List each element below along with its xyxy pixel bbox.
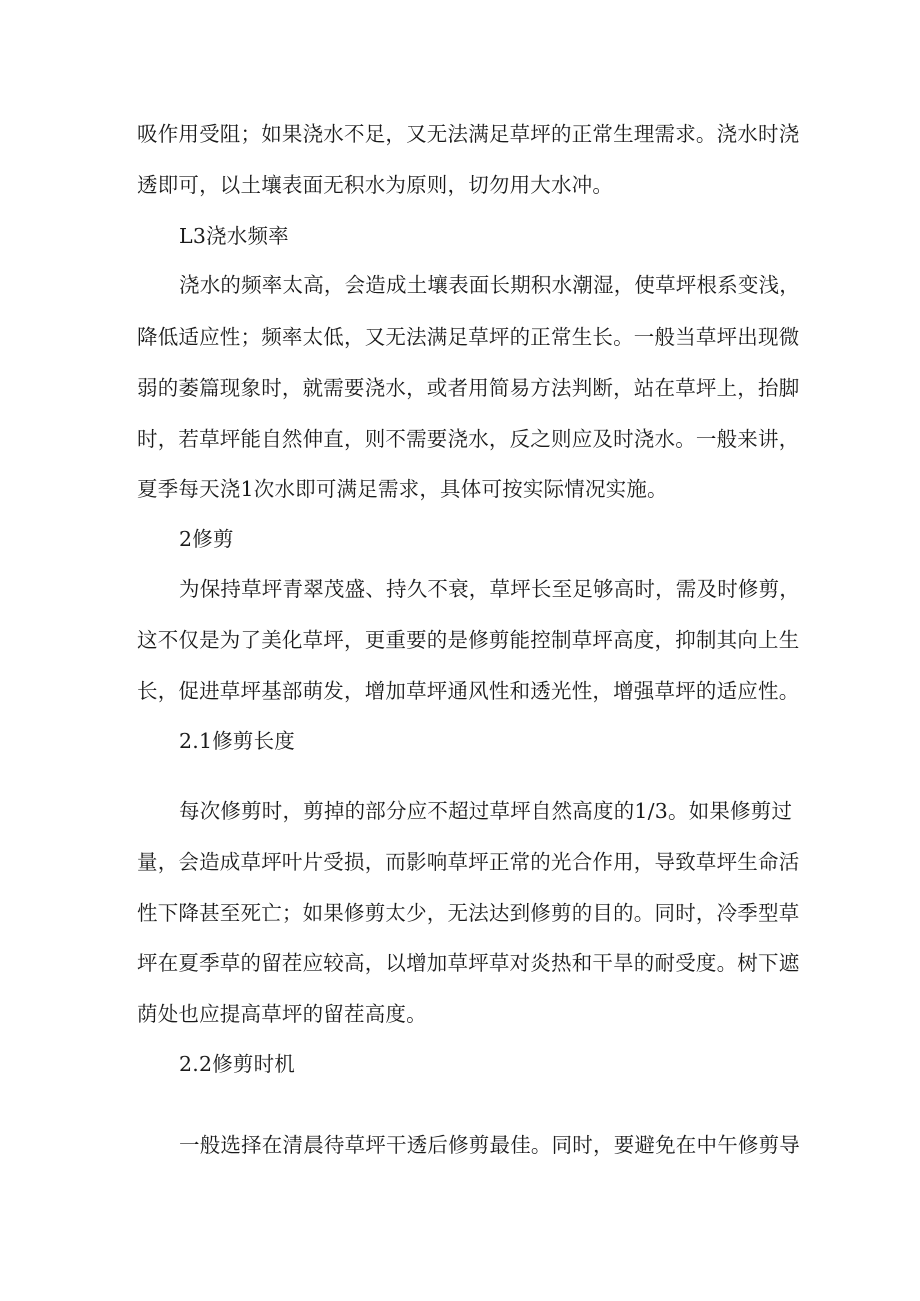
paragraph-line: 长，促进草坪基部萌发，增加草坪通风性和透光性，增强草坪的适应性。 [137, 679, 800, 703]
paragraph-line: 荫处也应提高草坪的留茬高度。 [137, 1002, 427, 1026]
section-heading-pruning-length: 2.1修剪长度 [179, 729, 296, 753]
paragraph-line: 时，若草坪能自然伸直，则不需要浇水，反之则应及时浇水。一般来讲， [137, 427, 800, 451]
paragraph-line: 透即可，以土壤表面无积水为原则，切勿用大水冲。 [137, 173, 614, 197]
section-heading-watering-frequency: L3浇水频率 [179, 224, 289, 248]
paragraph-line: 为保持草坪青翠茂盛、持久不衰，草坪长至足够高时，需及时修剪， [179, 577, 800, 601]
section-heading-pruning-timing: 2.2修剪时机 [179, 1052, 296, 1076]
paragraph-line: 每次修剪时，剪掉的部分应不超过草坪自然高度的1/3。如果修剪过 [179, 799, 793, 823]
paragraph-line: 吸作用受阻；如果浇水不足，又无法满足草坪的正常生理需求。浇水时浇 [137, 122, 800, 146]
paragraph-line: 量，会造成草坪叶片受损，而影响草坪正常的光合作用，导致草坪生命活 [137, 850, 800, 874]
paragraph-line: 坪在夏季草的留茬应较高，以增加草坪草对炎热和干旱的耐受度。树下遮 [137, 951, 800, 975]
paragraph-line: 一般选择在清晨待草坪干透后修剪最佳。同时，要避免在中午修剪导 [179, 1133, 800, 1157]
paragraph-line: 弱的萎篇现象时，就需要浇水，或者用简易方法判断，站在草坪上，抬脚 [137, 376, 800, 400]
paragraph-line: 这不仅是为了美化草坪，更重要的是修剪能控制草坪高度，抑制其向上生 [137, 628, 800, 652]
paragraph-line: 夏季每天浇1次水即可满足需求，具体可按实际情况实施。 [137, 477, 668, 501]
paragraph-line: 降低适应性；频率太低，又无法满足草坪的正常生长。一般当草坪出现微 [137, 325, 800, 349]
paragraph-line: 浇水的频率太高，会造成土壤表面长期积水潮湿，使草坪根系变浅， [179, 273, 800, 297]
section-heading-pruning: 2修剪 [179, 527, 234, 551]
paragraph-line: 性下降甚至死亡；如果修剪太少，无法达到修剪的目的。同时，冷季型草 [137, 901, 800, 925]
